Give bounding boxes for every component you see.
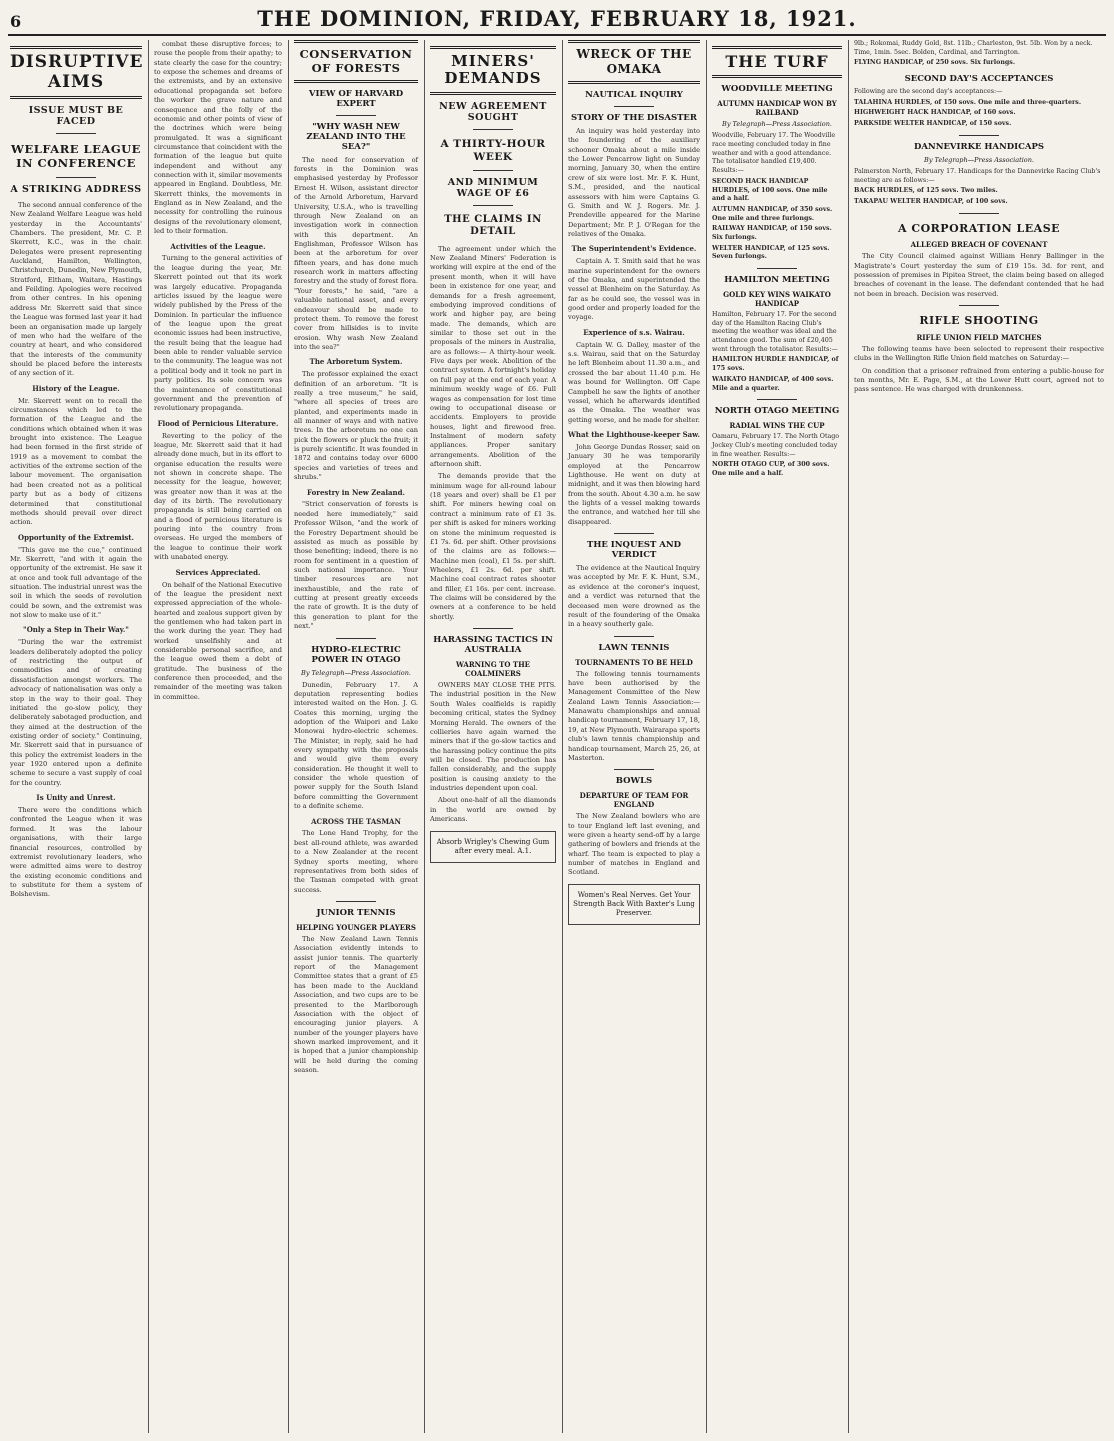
- subhead-thirty-hour: A THIRTY-HOUR WEEK: [440, 137, 546, 163]
- paragraph: "This gave me the cue," continued Mr. Skerrett, "and with it again the opportunity of the extremist. He saw it at once and took full advantage of the situation. The industrial unrest was the soil in which the seeds of revolution could be sown, and the extremist was not slow to make use of it.": [10, 545, 142, 620]
- divider: [473, 129, 513, 130]
- article-body: [430, 681, 556, 824]
- subhead-warning: WARNING TO THE COALMINERS: [455, 660, 531, 679]
- masthead: [0, 0, 1114, 36]
- headline-lawn-tennis: LAWN TENNIS: [598, 642, 670, 653]
- page-number: 6: [10, 12, 22, 31]
- subhead-woodville: WOODVILLE MEETING: [721, 84, 833, 95]
- divider: [336, 901, 376, 902]
- column-rule: [288, 40, 289, 1433]
- paragraph: Woodville, February 17. The Woodville race meeting concluded today in fine weather and with a good attendance. The totalisator handled £19,400. Results:—: [712, 132, 836, 175]
- divider: [56, 133, 96, 134]
- race-title: PARKSIDE WELTER HANDICAP, of 150 sovs.: [854, 120, 1012, 128]
- subhead-agreement: NEW AGREEMENT SOUGHT: [439, 100, 547, 123]
- subhead-covenant: ALLEGED BREACH OF COVENANT: [910, 240, 1048, 250]
- divider: [56, 177, 96, 178]
- divider: [336, 115, 376, 116]
- column-6: [708, 40, 846, 1435]
- paragraph: About one-half of all the diamonds in the world are owned by Americans.: [430, 796, 556, 824]
- subhead-tournaments: TOURNAMENTS TO BE HELD: [575, 657, 693, 667]
- article-body: [854, 345, 1104, 395]
- divider: [473, 170, 513, 171]
- paragraph: 9lb.; Rokomai, Ruddy Gold, 8st. 11lb.; Charleston, 9st. 5lb. Won by a neck. Time, 1min. 5sec. Bolden, Cardinal, and Tarrington.: [854, 40, 1093, 56]
- column-1: [6, 40, 146, 1435]
- paragraph: The New Zealand bowlers who are to tour England left last evening, and were given a hearty send-off by a large gathering of bowlers and friends at the wharf. The team is expected to play a number of matches in England and Scotland.: [568, 812, 700, 877]
- article-body: [294, 935, 418, 1075]
- subhead-field-matches: RIFLE UNION FIELD MATCHES: [916, 332, 1042, 342]
- article-body: [154, 40, 282, 702]
- paragraph: The following tennis tournaments have been authorised by the Management Committee of the New Zealand Lawn Tennis Association:—Manawatu championships and annual handicap tournament, February 17, 18, 19, at New Plymouth. Wairarapa sports club's lawn tennis championship and handicap tournament, March 25, 26, at Masterton.: [568, 669, 700, 762]
- race-results: [854, 88, 1104, 129]
- race-title: WELTER HANDICAP, of 125 sovs. Seven furlongs.: [712, 244, 830, 261]
- subhead-welfare-league: WELFARE LEAGUE IN CONFERENCE: [11, 142, 141, 171]
- column-rule: [148, 40, 149, 1433]
- paragraph: On condition that a prisoner refrained from entering a public-house for ten months, Mr. E. Page, S.M., at the Lower Hutt court, agreed not to pass sentence. He was charged with drunkenness.: [854, 366, 1104, 394]
- column-4: [426, 40, 560, 1435]
- section-heading: Activities of the League.: [170, 241, 266, 251]
- paragraph: Mr. Skerrett went on to recall the circumstances which led to the formation of the League and the conditions which obtained when it was brought into existence. The League had been formed in the first stride of 1919 as a movement to combat the activities of the extreme section of the labour movement. The organisation had been created not as a political party but as a body of citizens determined that constitutional methods should prevail over direct action.: [10, 396, 142, 527]
- section-heading: What the Lighthouse-keeper Saw.: [568, 429, 700, 439]
- divider: [336, 638, 376, 639]
- column-rule: [424, 40, 425, 1433]
- subhead-railband: AUTUMN HANDICAP WON BY RAILBAND: [717, 99, 837, 118]
- divider: [757, 399, 797, 400]
- subhead-claims: THE CLAIMS IN DETAIL: [444, 213, 542, 238]
- paragraph: The New Zealand Lawn Tennis Association evidently intends to assist junior tennis. The quarterly report of the Management Committee states that a grant of £5 has been made to the Auckland Association, and two cups are to be presented to the Marlborough Association with the object of encouraging junior players. A number of the younger players have shown marked improvement, and it is hoped that a junior championship will be held during the coming season.: [294, 935, 418, 1075]
- race-title: TAKAPAU WELTER HANDICAP, of 100 sovs.: [854, 197, 1008, 205]
- divider: [757, 268, 797, 269]
- race-results: [854, 40, 1104, 68]
- headline-forests: CONSERVATION OF FORESTS: [294, 40, 418, 83]
- race-title: HAMILTON HURDLE HANDICAP, of 175 sovs.: [712, 356, 839, 373]
- subhead: HELPING YOUNGER PLAYERS: [296, 923, 416, 932]
- headline-omaka: WRECK OF THE OMAKA: [568, 40, 700, 84]
- headline-hamilton: HAMILTON MEETING: [724, 275, 830, 286]
- headline-disruptive: DISRUPTIVE AIMS: [10, 46, 142, 99]
- section-heading: Experience of s.s. Wairau.: [583, 327, 685, 337]
- masthead-rule: [8, 34, 1106, 36]
- column-rule: [562, 40, 563, 1433]
- paragraph: John George Dundas Rosser, said on January 30 he was temporarily employed at the Pencarrow Lighthouse. He went on duty at midnight, and it was then blowing hard from the south. About 4.30 a.m. he saw the lights of a vessel making towards the entrance, and watched her till she disappeared.: [568, 442, 700, 526]
- paragraph: Reverting to the policy of the league, Mr. Skerrett said that it had already done much, but in its effort to organise education the results were not shown in concrete shape. The necessity for the league, however, was greater now than it was at the day of its birth. The revolutionary propaganda is still being carried on and a flood of pernicious literature is pouring into the country from overseas. He urged the members of the league to continue their work with unabated energy.: [154, 431, 282, 562]
- section-heading: ACROSS THE TASMAN: [311, 816, 401, 826]
- article-body: [568, 564, 700, 630]
- column-rule: [848, 40, 849, 1433]
- paragraph: The need for conservation of forests in the Dominion was emphasised yesterday by Professor Ernest H. Wilson, assistant director of the Arnold Arboretum, Harvard University, U.S.A., who is travelling through New Zealand on an investigation work in connection with this department. An Englishman, Professor Wilson has been at the arboretum for over fifteen years, and has done much research work in matters affecting forestry and the study of forest flora. "Your forests," he said, "are a valuable national asset, and every endeavour should be made to protect them. To remove the forest cover from hillsides is to invite erosion. Why wash New Zealand into the sea?": [294, 155, 418, 351]
- race-title: FLYING HANDICAP, of 250 sovs. Six furlongs.: [854, 59, 1016, 67]
- paragraph: The evidence at the Nautical Inquiry was accepted by Mr. F. K. Hunt, S.M., as evidence at the coroner's inquest, and a verdict was returned that the deceased men were drowned as the result of the foundering of the Omaka in a heavy southerly gale.: [568, 564, 700, 629]
- column-2: [150, 40, 286, 1435]
- race-title: NORTH OTAGO CUP, of 300 sovs. One mile and a half.: [712, 461, 830, 477]
- column-rule: [706, 40, 707, 1433]
- paragraph: combat these disruptive forces; to rouse the people from their apathy; to state clearly the case for the country; to expose the schemes and dreams of the extremists, and by an extensive educational propaganda set before the worker the grave nature and consequence and the folly of the economic and other points of view of the doctrines which were being promulgated. It was a significant circumstance that coincident with the formation of the league but quite independent and without any connection with it, similar movements appeared in England. Doubtless, Mr. Skerrett thinks, the movements in England as in New Zealand, and the necessity for controlling the ruinous designs of the revolutionary element, led to their formation.: [154, 40, 282, 236]
- subhead-nautical: NAUTICAL INQUIRY: [585, 90, 683, 100]
- article-body: [294, 681, 418, 895]
- paragraph: On behalf of the National Executive of the league the president next expressed appreciation of the whole-hearted and zealous support given by the gentlemen who had taken part in the work during the year. They had worked unselfishly and at considerable personal sacrifice, and the league owed them a debt of gratitude. The business of the conference then proceeded, and the remainder of the meeting was taken in committee.: [154, 580, 282, 701]
- divider: [614, 106, 654, 107]
- section-heading: Services Appreciated.: [175, 567, 261, 577]
- section-heading: The Arboretum System.: [309, 357, 403, 367]
- headline-rifle-shooting: RIFLE SHOOTING: [919, 314, 1039, 328]
- paragraph: Hamilton, February 17. For the second day of the Hamilton Racing Club's meeting the weather was ideal and the attendance good. The sum of £20,405 went through the totalisator. Results:—: [712, 311, 838, 353]
- race-results: [712, 311, 842, 393]
- paragraph: Dunedin, February 17. A deputation representing bodies interested waited on the Hon. J. G. Coates this morning, urging the adoption of the Waipori and Lake Monowai hydro-electric schemes. The Minister, in reply, said he had every sympathy with the proposals and would give them every consideration. He thought it well to consider the whole question of power supply for the South Island before committing the Government to a definite scheme.: [294, 680, 418, 811]
- headline-hydro: HYDRO-ELECTRIC POWER IN OTAGO: [311, 644, 401, 665]
- paragraph: The professor explained the exact definition of an arboretum. "It is really a tree museum," he said, "where all species of trees are planted, and experiments made in all manner of ways and with native trees. In the arboretum no one can pick the flowers or pluck the fruit; it is purely scientific. It was founded in 1872 and contains today over 6000 species and varieties of trees and shrubs.": [294, 370, 418, 482]
- article-body: [854, 252, 1104, 299]
- headline-turf: THE TURF: [712, 46, 842, 78]
- paragraph: There were the conditions which confronted the League when it was formed. It was the labour organisations, with their large financial resources, controlled by extremist revolutionary leaders, who were admitted aims were to destroy the existing economic conditions and to substitute for them a system of Bolshevism.: [10, 806, 142, 899]
- paragraph: Turning to the general activities of the league during the year, Mr. Skerrett pointed out that its work was largely educative. Propaganda articles issued by the league were widely published by the Press of the Dominion. In particular the influence of the league upon the great economic issues had been instructive, the result being that the league had been able to render valuable service to the community. The league was not a political body and it took no part in party politics. Its sole concern was the maintenance of constitutional government and the prevention of revolutionary propaganda.: [154, 254, 282, 413]
- paragraph: Oamaru, February 17. The North Otago Jockey Club's meeting concluded today in fine weather. Results:—: [712, 433, 840, 458]
- paragraph: The following teams have been selected to represent their respective clubs in the Wellington Rifle Union field matches on Saturday:—: [854, 344, 1104, 363]
- race-results: [712, 132, 842, 262]
- paragraph: OWNERS MAY CLOSE THE PITS. The industrial position in the New South Wales coalfields is rapidly becoming critical, states the Sydney Morning Herald. The owners of the collieries have again warned the miners that if the go-slow tactics and the harassing policy continue the pits will be closed. The production has fallen considerably, and the supply position is causing anxiety to the industries dependent upon coal.: [430, 681, 556, 793]
- subhead-quote: "WHY WASH NEW ZEALAND INTO THE SEA?": [306, 121, 406, 152]
- divider: [959, 213, 999, 214]
- subhead-story: STORY OF THE DISASTER: [571, 113, 697, 123]
- article-body: [568, 670, 700, 764]
- headline-harassing: HARASSING TACTICS IN AUSTRALIA: [433, 635, 553, 656]
- article-body: [568, 127, 700, 527]
- divider: [614, 533, 654, 534]
- subhead-striking-address: A STRIKING ADDRESS: [10, 183, 142, 195]
- divider: [614, 769, 654, 770]
- section-heading: The Superintendent's Evidence.: [571, 244, 697, 254]
- headline-bowls: BOWLS: [615, 776, 653, 787]
- subhead-departure: DEPARTURE OF TEAM FOR ENGLAND: [579, 791, 689, 810]
- headline-junior-tennis: JUNIOR TENNIS: [316, 908, 396, 918]
- race-title: BACK HURDLES, of 125 sovs. Two miles.: [854, 187, 998, 195]
- headline-acceptances: SECOND DAY'S ACCEPTANCES: [904, 74, 1054, 85]
- section-heading: Opportunity of the Extremist.: [18, 532, 134, 542]
- headline-dannevirke: DANNEVIRKE HANDICAPS: [913, 141, 1045, 152]
- newspaper-title: THE DOMINION, FRIDAY, FEBRUARY 18, 1921.: [257, 6, 857, 31]
- paragraph: The Lone Hand Trophy, for the best all-round athlete, was awarded to a New Zealander at the recent Sydney sports meeting, where representatives from both sides of the Tasman competed with great success.: [294, 829, 418, 894]
- byline: By Telegraph—Press Association.: [301, 668, 411, 677]
- divider: [959, 305, 999, 306]
- paragraph: "During the war the extremist leaders deliberately adopted the policy of restricting the output of commodities and of creating dissatisfaction amongst workers. The advocacy of nationalisation was only a step in the way to their goal. They initiated the go-slow policy, they deliberately sabotaged production, and they aimed at the destruction of the existing order of society." Continuing, Mr. Skerrett said that in pursuance of this policy the extremist leaders in the year 1920 entered upon a definite scheme to secure a vast supply of coal for the country.: [10, 638, 142, 787]
- race-title: HIGHWEIGHT HACK HANDICAP, of 160 sovs.: [854, 109, 1016, 117]
- paragraph: The demands provide that the minimum wage for all-round labour (18 years and over) shall be £1 per shift. For miners hewing coal on contract a minimum rate of £1 3s. per shift is asked for miners working on stone the minimum requested is £1 7s. 6d. per shift. Other provisions of the claims are as follows:— Machine men (coal), £1 5s. per shift. Wheelers, £1 2s. 6d. per shift. Machine coal contract rates shooter and filler, £1 16s. per cent. increase. The claims will be considered by the owners at a conference to be held shortly.: [430, 472, 556, 621]
- race-title: TALAHINA HURDLES, of 150 sovs. One mile and three-quarters.: [854, 98, 1082, 106]
- section-heading: Forestry in New Zealand.: [307, 487, 405, 497]
- paragraph: The second annual conference of the New Zealand Welfare League was held yesterday in the Accountants' Chambers. The president, Mr. C. P. Skerrett, K.C., was in the chair. Delegates were present representing Auckland, Hamilton, Wellington, Christchurch, Dunedin, New Plymouth, Stratford, Eltham, Waitara, Hastings and Feilding. Apologies were received from other centres. In his opening address Mr. Skerrett said that since the League was formed last year it had been an organisation made up largely of men who had the welfare of the country at heart, and who considered that the interests of the community should be placed before the interests of any section of it.: [10, 200, 142, 378]
- paragraph: The agreement under which the New Zealand Miners' Federation is working will expire at the end of the present month, when it will have been in existence for one year, and demands for a fresh agreement, embodying improved conditions of work and higher pay, are being made. The demands, which are similar to those set out in the proposals of the miners in Australia, are as follows:— A thirty-hour week. Five days per week. Abolition of the contract system. A fortnight's holiday on full pay at the end of each year. A minimum weekly wage of £6. Full wages as compensation for lost time owing to occupational disease or accidents. Employers to provide houses, light and firewood free. Instalment of modern safety appliances. Proper sanitary arrangements. Abolition of the afternoon shift.: [430, 244, 556, 469]
- paragraph: Captain A. T. Smith said that he was marine superintendent for the owners of the Omaka, and superintended the vessel at Blenheim on the Saturday. As far as he could see, the vessel was in good order and properly loaded for the voyage.: [568, 257, 700, 322]
- column-3: [290, 40, 422, 1435]
- column-5: [564, 40, 704, 1435]
- column-7: [850, 40, 1108, 1435]
- subhead-gold-key: GOLD KEY WINS WAIKATO HANDICAP: [723, 290, 831, 309]
- race-title: WAIKATO HANDICAP, of 400 sovs. Mile and a quarter.: [712, 375, 834, 392]
- divider: [614, 636, 654, 637]
- paragraph: Captain W. G. Dalley, master of the s.s. Wairau, said that on the Saturday he left Blenheim about 11.30 a.m., and crossed the bar about 11.40 p.m. He was bound for Wellington. Off Cape Campbell he saw the lights of another vessel, which he afterwards identified as the Omaka. The weather was getting worse, and he made for shelter.: [568, 340, 700, 424]
- paragraph: Palmerston North, February 17. Handicaps for the Dannevirke Racing Club's meeting are as follows:—: [854, 167, 1101, 184]
- article-body: [10, 201, 142, 900]
- byline: By Telegraph—Press Association.: [924, 155, 1034, 164]
- byline: By Telegraph—Press Association.: [722, 120, 832, 129]
- section-heading: History of the League.: [32, 383, 120, 393]
- headline-inquest: THE INQUEST AND VERDICT: [587, 540, 681, 561]
- section-heading: Flood of Pernicious Literature.: [157, 418, 279, 428]
- headline-corporation-lease: A CORPORATION LEASE: [897, 221, 1061, 235]
- headline-miners: MINERS' DEMANDS: [430, 46, 556, 95]
- paragraph: An inquiry was held yesterday into the foundering of the auxiliary schooner Omaka about a mile inside the Lower Pencarrow light on Sunday morning, January 30, when the entire crew of six were lost. Mr. F. K. Hunt, S.M., presided, and the nautical assessors with him were Captains G. G. Smith and W. J. Rogers. Mr. J. Prendeville appeared for the Marine Department; Mr. P. J. O'Regan for the relatives of the Omaka.: [568, 127, 700, 238]
- subhead-radial: RADIAL WINS THE CUP: [729, 421, 825, 431]
- race-title: AUTUMN HANDICAP, of 350 sovs. One mile and three furlongs.: [712, 205, 833, 222]
- subhead-issue-faced: ISSUE MUST BE FACED: [28, 105, 124, 128]
- article-body: [568, 812, 700, 878]
- section-heading: "Only a Step in Their Way.": [23, 625, 129, 635]
- section-heading: Is Unity and Unrest.: [36, 793, 116, 803]
- race-results: [712, 433, 842, 478]
- article-body: [294, 156, 418, 632]
- paragraph: The City Council claimed against William Henry Ballinger in the Magistrate's Court yesterday the sum of £19 15s. 3d. for rent, and possession of premises in Pipitea Street, the claim being based on alleged breaches of covenant in the lease. The defendant contended that he had not been in breach. Decision was reserved.: [854, 252, 1104, 298]
- article-body: [430, 245, 556, 622]
- subhead-minimum-wage: AND MINIMUM WAGE OF £6: [447, 176, 539, 199]
- divider: [473, 628, 513, 629]
- race-title: SECOND HACK HANDICAP HURDLES, of 100 sovs. One mile and a half.: [712, 177, 828, 203]
- race-title: RAILWAY HANDICAP, of 150 sovs. Six furlongs.: [712, 225, 832, 241]
- paragraph: "Strict conservation of forests is needed here immediately," said Professor Wilson, "and the work of the Forestry Department should be assisted as much as possible by those benefiting; indeed, there is no room for sentiment in a question of such national importance. Your timber resources are not inexhaustible, and the rate of cutting at present greatly exceeds the rate of growth. It is the duty of this generation to plant for the next.": [294, 500, 418, 631]
- subhead-harvard: VIEW OF HARVARD EXPERT: [308, 88, 404, 109]
- paragraph: Following are the second day's acceptances:—: [854, 88, 1003, 96]
- headline-north-otago: NORTH OTAGO MEETING: [714, 406, 840, 417]
- divider: [473, 205, 513, 206]
- race-results: [854, 168, 1104, 207]
- advertisement: Women's Real Nerves. Get Your Strength Back With Baxter's Lung Preserver.: [568, 884, 700, 925]
- divider: [959, 135, 999, 136]
- advertisement: Absorb Wrigley's Chewing Gum after every meal. A.1.: [430, 831, 556, 863]
